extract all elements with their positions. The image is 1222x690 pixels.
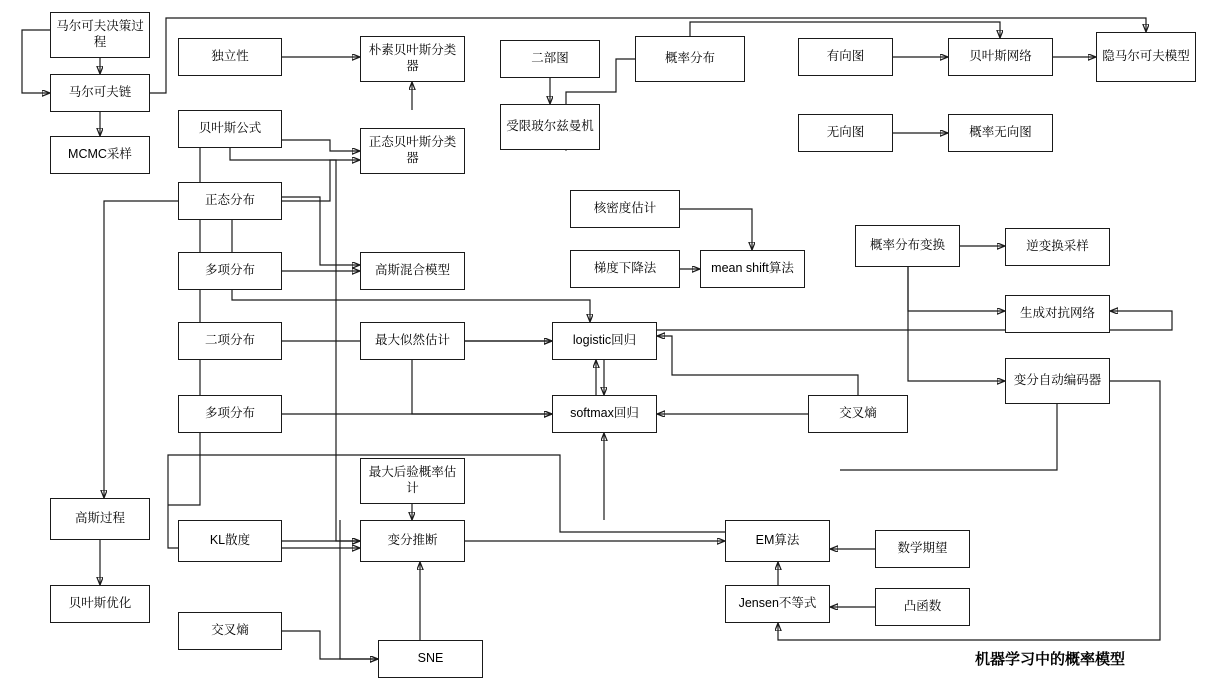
node-label: KL散度 <box>209 533 251 548</box>
node-label: mean shift算法 <box>711 261 794 276</box>
node-maximum-a-posteriori[interactable] <box>360 458 465 504</box>
node-bipartite-graph[interactable] <box>500 40 600 78</box>
node-vae[interactable] <box>1005 358 1110 404</box>
node-naive-bayes[interactable] <box>360 36 465 82</box>
node-jensen-inequality[interactable] <box>725 585 830 623</box>
node-label: 最大似然估计 <box>374 333 450 348</box>
node-label: softmax回归 <box>570 406 639 421</box>
node-multinomial-distribution-2[interactable] <box>178 395 282 433</box>
node-label: EM算法 <box>755 533 800 548</box>
node-label: 朴素贝叶斯分类器 <box>368 43 457 73</box>
node-directed-graph[interactable] <box>798 38 893 76</box>
node-gaussian-mixture-model[interactable] <box>360 252 465 290</box>
node-normal-bayes[interactable] <box>360 128 465 174</box>
node-cross-entropy-2[interactable] <box>178 612 282 650</box>
node-kl-divergence[interactable] <box>178 520 282 562</box>
node-multinomial-distribution-1[interactable] <box>178 252 282 290</box>
node-kernel-density-estimation[interactable] <box>570 190 680 228</box>
node-gaussian-process[interactable] <box>50 498 150 540</box>
node-bayes-formula[interactable] <box>178 110 282 148</box>
node-convex-function[interactable] <box>875 588 970 626</box>
node-label: SNE <box>417 651 444 666</box>
node-label: 多项分布 <box>204 263 255 278</box>
node-probability-transform[interactable] <box>855 225 960 267</box>
node-mean-shift[interactable] <box>700 250 805 288</box>
node-variational-inference[interactable] <box>360 520 465 562</box>
node-label: 正态分布 <box>204 193 255 208</box>
node-label: 变分自动编码器 <box>1013 373 1102 388</box>
node-mdp[interactable] <box>50 12 150 58</box>
node-gan[interactable] <box>1005 295 1110 333</box>
node-label: 高斯混合模型 <box>374 263 450 278</box>
node-label: 核密度估计 <box>593 201 657 216</box>
node-label: 贝叶斯优化 <box>68 596 132 611</box>
node-label: 数学期望 <box>897 541 948 556</box>
node-label: 逆变换采样 <box>1026 239 1089 254</box>
node-mathematical-expectation[interactable] <box>875 530 970 568</box>
node-markov-chain[interactable] <box>50 74 150 112</box>
node-label: 交叉熵 <box>211 623 249 638</box>
diagram-caption: 机器学习中的概率模型 <box>975 651 1126 668</box>
node-label: 凸函数 <box>903 599 942 614</box>
node-label: 梯度下降法 <box>593 261 657 276</box>
node-label: 有向图 <box>826 49 865 64</box>
node-label: 马尔可夫决策过程 <box>56 19 144 49</box>
node-label: 贝叶斯公式 <box>198 121 262 136</box>
node-label: 概率无向图 <box>969 125 1032 140</box>
node-binomial-distribution[interactable] <box>178 322 282 360</box>
node-label: 生成对抗网络 <box>1019 306 1095 321</box>
node-mcmc[interactable] <box>50 136 150 174</box>
node-sne[interactable] <box>378 640 483 678</box>
node-label: 概率分布 <box>664 51 715 66</box>
node-independence[interactable] <box>178 38 282 76</box>
node-label: 变分推断 <box>387 533 438 548</box>
node-label: logistic回归 <box>572 333 637 348</box>
node-label: 二部图 <box>531 51 569 66</box>
node-label: 贝叶斯网络 <box>969 49 1032 64</box>
node-label: 高斯过程 <box>74 511 125 526</box>
node-em-algorithm[interactable] <box>725 520 830 562</box>
node-label: 无向图 <box>826 125 865 140</box>
node-probabilistic-undirected-graph[interactable] <box>948 114 1053 152</box>
node-cross-entropy-1[interactable] <box>808 395 908 433</box>
node-bayesian-optimization[interactable] <box>50 585 150 623</box>
node-undirected-graph[interactable] <box>798 114 893 152</box>
node-probability-distribution[interactable] <box>635 36 745 82</box>
node-label: 最大后验概率估计 <box>368 465 457 495</box>
node-hidden-markov-model[interactable] <box>1096 32 1196 82</box>
node-logistic-regression[interactable] <box>552 322 657 360</box>
node-gradient-descent[interactable] <box>570 250 680 288</box>
node-normal-distribution[interactable] <box>178 182 282 220</box>
node-label: Jensen不等式 <box>738 596 817 611</box>
node-label: 交叉熵 <box>839 406 877 421</box>
node-label: 正态贝叶斯分类器 <box>368 135 457 165</box>
node-label: 二项分布 <box>204 333 255 348</box>
node-label: 隐马尔可夫模型 <box>1102 49 1190 64</box>
node-label: 多项分布 <box>204 406 255 421</box>
node-label: MCMC采样 <box>68 147 132 162</box>
node-restricted-boltzmann-machine[interactable] <box>500 104 600 150</box>
node-label: 受限玻尔兹曼机 <box>506 119 594 134</box>
node-inverse-transform-sampling[interactable] <box>1005 228 1110 266</box>
node-maximum-likelihood-estimation[interactable] <box>360 322 465 360</box>
node-label: 马尔可夫链 <box>68 85 132 100</box>
node-softmax-regression[interactable] <box>552 395 657 433</box>
node-bayesian-network[interactable] <box>948 38 1053 76</box>
node-label: 概率分布变换 <box>869 238 945 253</box>
node-label: 独立性 <box>211 49 249 64</box>
